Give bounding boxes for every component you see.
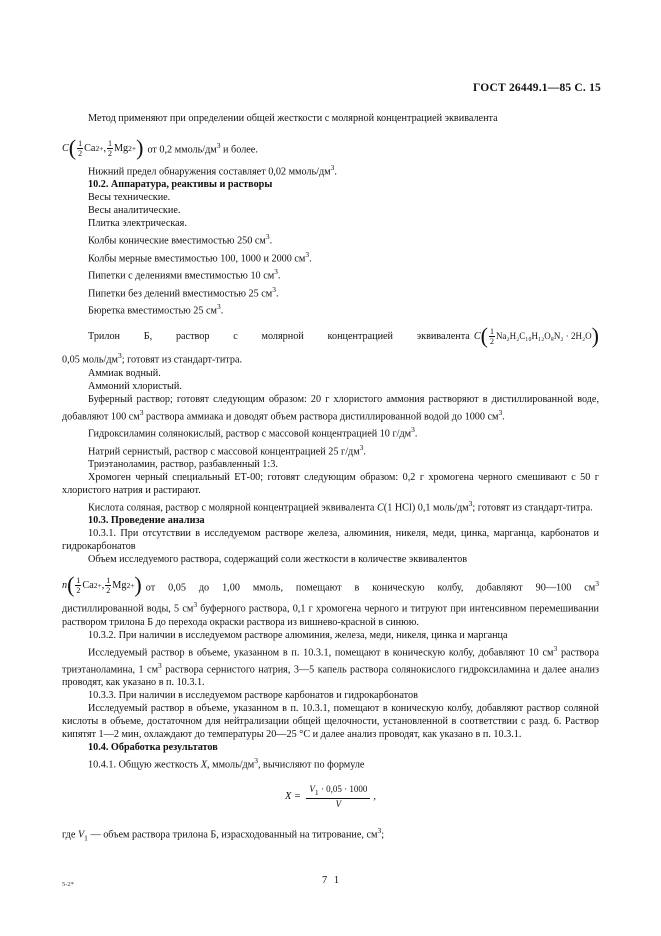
chromogen-paragraph: Хромоген черный специальный ЕТ-00; готовят следующим образом: 0,2 г хромогена черного смешивают с 50 г хлористого натрия и растирают. — [62, 471, 599, 496]
detection-limit: Нижний предел обнаружения составляет 0,02 ммоль/$дм^3$. — [88, 163, 337, 178]
section-10-3-heading: 10.3. Проведение анализа — [88, 515, 205, 527]
buffer-paragraph: Буферный раствор; готовят следующим образом: 20 г хлористого аммония растворяют в дистиллированной воде, добавляют 100 $см^3$ раствора аммиака и доводят объем раствора дистиллированной водой до 1000 $см^3$. — [62, 393, 599, 423]
clause-10-3-2: 10.3.2. При наличии в исследуемом растворе алюминия, железа, меди, никеля, цинка и марганца — [88, 629, 508, 641]
sodium-paragraph: Натрий сернистый, раствор с массовой концентрацией 25 $г/дм^3$. — [88, 442, 366, 457]
clause-10-3-2-body: Исследуемый раствор в объеме, указанном в п. 10.3.1, помещают в коническую колбу, добавляют 10 $см^3$ раствора триэтаноламина, 1 $см^3$ раствора сернистого натрия, 3—5 капель раствора солянокислого гидроксиламина и далее анализ проводят, как указано в п. 10.3.1. — [62, 643, 599, 689]
triethanolamine-paragraph: Триэтаноламин, раствор, разбавленный 1:3. — [88, 458, 278, 470]
section-10-2-heading: 10.2. Аппаратура, реактивы и растворы — [88, 179, 273, 191]
intro-paragraph: Метод применяют при определении общей жесткости с молярной концентрацией эквивалента — [88, 113, 498, 124]
list-item: Пипетки без делений вместимостью 25 $см^3$. — [88, 284, 279, 299]
trilon-paragraph: Трилон Б, раствор с молярной концентрацией эквивалента C ( $\frac{1}{2}$ Na₂H₂C₁₀H₁₂O₈N₂ · 2H₂O ) — [88, 323, 599, 349]
page-number: 7 1 — [322, 875, 342, 886]
concentration-formula: C ( $\frac{1}{2}$ Ca 2+ , $\frac{1}{2}$ Mg 2+ ) от 0,2 ммоль/$дм^3$ и более. — [62, 135, 258, 160]
document-body — [62, 112, 599, 844]
list-item: Аммоний хлористый. — [88, 380, 182, 392]
titration-paragraph: дистиллированной воды, 5 $см^3$ буферного раствора, 0,1 г хромогена черного и титруют при интенсивном перемешивании раствором трилона Б до перехода окраски раствора из вишнево-красной в синюю. — [62, 600, 599, 628]
trilon-continuation: 0,05 моль/$дм^3$; готовят из стандарт-титра. — [62, 351, 243, 366]
volume-line: Объем исследуемого раствора, содержащий соли жесткости в количестве эквивалентов — [88, 554, 468, 566]
clause-10-3-1: 10.3.1. При отсутствии в исследуемом растворе железа, алюминия, никеля, меди, цинка, марганца, карбонатов и гидрокарбонатов — [62, 528, 599, 553]
list-item: Колбы мерные вместимостью 100, 1000 и 2000 $см^3$. — [88, 249, 312, 265]
list-item: Весы аналитические. — [88, 205, 181, 217]
fraction: $\frac{1}{2}$ — [106, 575, 111, 595]
list-item: Пипетки с делениями вместимостью 10 $см^3$. — [88, 267, 281, 282]
hydroxylamine-paragraph: Гидроксиламин солянокислый, раствор с массовой концентрацией 10 $г/дм^3$. — [88, 425, 418, 440]
list-item: Бюретка вместимостью 25 $см^3$. — [88, 301, 224, 317]
list-item: Колбы конические вместимостью 250 $см^3$. — [88, 232, 273, 247]
hcl-paragraph: Кислота соляная, раствор с молярной концентрацией эквивалента С(1 HCl) 0,1 моль/$дм^3$; готовят из стандарт-титра. — [88, 498, 593, 514]
clause-10-4-1: 10.4.1. Общую жесткость X, ммоль/$дм^3$, вычисляют по формуле — [88, 756, 365, 771]
list-item: Аммиак водный. — [88, 367, 161, 379]
hardness-formula: X = $\frac{V_1 \cdot 0,05 \cdot 1000}{V}$ , — [285, 783, 376, 809]
fraction: $\frac{1}{2}$ — [76, 575, 81, 595]
fraction: $\frac{V_1 \cdot 0,05 \cdot 1000}{V}$ — [306, 784, 370, 810]
section-10-4-heading: 10.4. Обработка результатов — [88, 742, 218, 754]
print-mark: 5-2* — [62, 881, 74, 888]
where-clause: где $V_1$ — объем раствора трилона Б, израсходованный на титрование, $см^3$; — [62, 825, 385, 843]
fraction: $\frac{1}{2}$ — [78, 138, 83, 158]
page-header: ГОСТ 26449.1—85 С. 15 — [473, 82, 601, 94]
equivalent-formula: n ( $\frac{1}{2}$ Ca 2+ , $\frac{1}{2}$ Mg 2+ ) от 0,05 до 1,00 ммоль, помещают в коническую колбу, добавляют 90—100 $см^3$ — [62, 572, 599, 598]
clause-10-3-3-body: Исследуемый раствор в объеме, указанном в п. 10.3.1, помещают в коническую колбу, добавляют раствор соляной кислоты в объеме, достаточном для нейтрализации общей щелочности, установленной в соответствии с разд. 6. Раствор кипятят 1—2 мин, охлаждают до температуры 20—25 °С и далее анализ проводят, как указано в п. 10.3.1. — [62, 703, 599, 741]
list-item: Плитка электрическая. — [88, 218, 187, 230]
fraction: $\frac{1}{2}$ — [489, 326, 494, 346]
fraction: $\frac{1}{2}$ — [107, 138, 112, 158]
clause-10-3-3: 10.3.3. При наличии в исследуемом растворе карбонатов и гидрокарбонатов — [88, 690, 418, 702]
list-item: Весы технические. — [88, 192, 171, 204]
